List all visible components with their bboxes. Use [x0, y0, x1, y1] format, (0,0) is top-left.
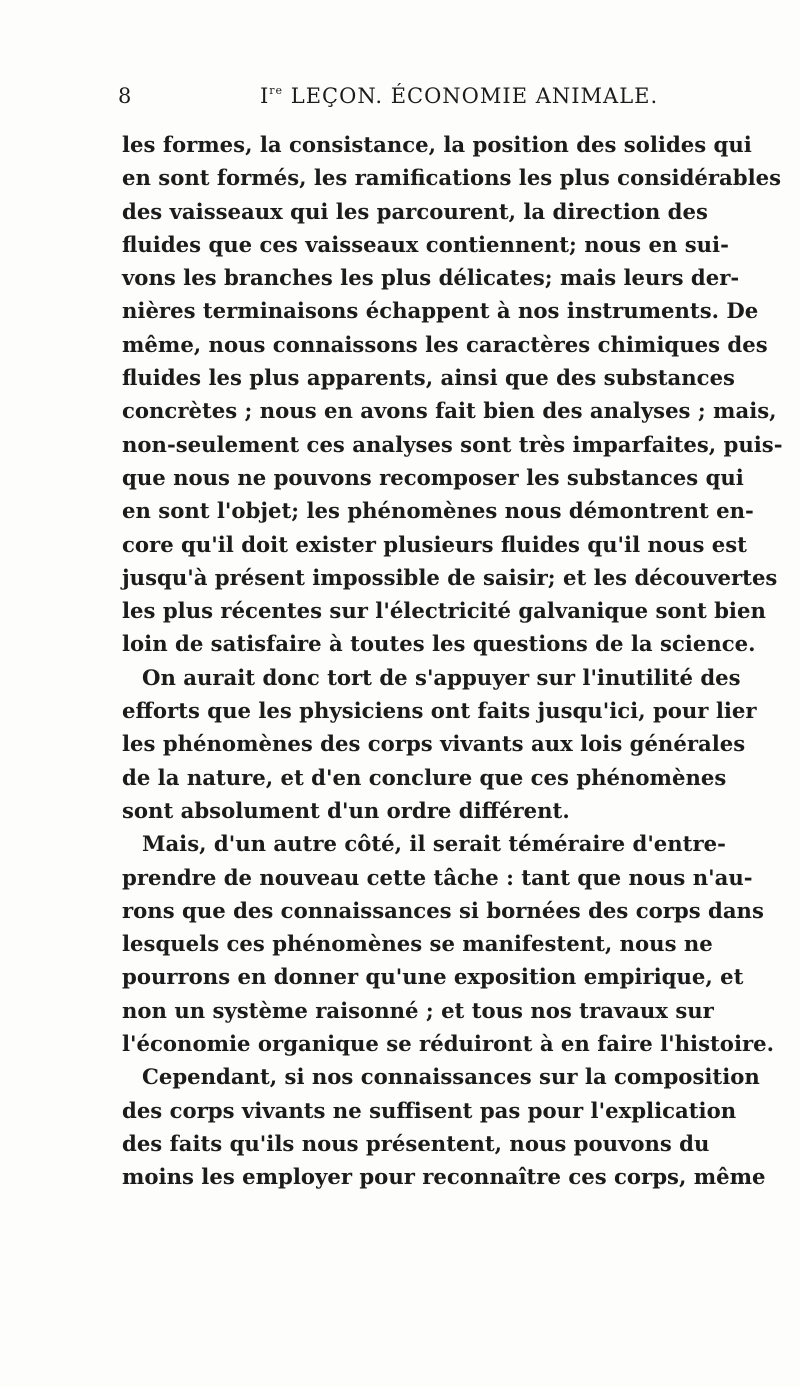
text-line: en sont l'objet; les phénomènes nous démontrent en-: [122, 498, 754, 524]
text-line: concrètes ; nous en avons fait bien des analyses ; mais,: [122, 398, 777, 424]
body-text: [122, 128, 783, 1194]
text-line: moins les employer pour reconnaître ces corps, même: [122, 1164, 766, 1190]
text-line: loin de satisfaire à toutes les questions de la science.: [122, 631, 756, 657]
text-line: non un système raisonné ; et tous nos travaux sur: [122, 997, 714, 1023]
text-line: en sont formés, les ramifications les plus considérables: [122, 165, 782, 191]
running-title-text: LEÇON. ÉCONOMIE ANIMALE.: [283, 84, 659, 108]
text-line: de la nature, et d'en conclure que ces phénomènes: [122, 764, 727, 790]
page-number: 8: [118, 84, 133, 108]
text-line: lesquels ces phénomènes se manifestent, nous ne: [122, 931, 713, 957]
running-head: [118, 84, 698, 118]
text-line: core qu'il doit exister plusieurs fluides qu'il nous est: [122, 531, 747, 557]
text-line: Mais, d'un autre côté, il serait téméraire d'entre-: [142, 831, 726, 857]
text-line: vons les branches les plus délicates; mais leurs der-: [122, 265, 740, 291]
text-line: efforts que les physiciens ont faits jusqu'ici, pour lier: [122, 698, 757, 724]
text-line: des faits qu'ils nous présentent, nous pouvons du: [122, 1130, 710, 1156]
text-line: l'économie organique se réduiront à en faire l'histoire.: [122, 1031, 775, 1057]
running-title: [260, 84, 658, 108]
text-line: nières terminaisons échappent à nos instruments. De: [122, 298, 759, 324]
text-line: On aurait donc tort de s'appuyer sur l'inutilité des: [142, 664, 741, 690]
text-line: pourrons en donner qu'une exposition empirique, et: [122, 964, 744, 990]
text-line: des vaisseaux qui les parcourent, la direction des: [122, 198, 708, 224]
text-line: fluides que ces vaisseaux contiennent; nous en sui-: [122, 231, 729, 257]
text-line: sont absolument d'un ordre différent.: [122, 797, 570, 823]
lecon-superscript: re: [269, 84, 284, 97]
text-line: même, nous connaissons les caractères chimiques des: [122, 331, 768, 357]
text-line: les formes, la consistance, la position des solides qui: [122, 132, 752, 157]
text-line: que nous ne pouvons recomposer les substances qui: [122, 464, 744, 490]
text-line: les phénomènes des corps vivants aux lois générales: [122, 731, 746, 757]
text-line: prendre de nouveau cette tâche : tant que nous n'au-: [122, 864, 753, 890]
text-line: fluides les plus apparents, ainsi que des substances: [122, 365, 735, 391]
lecon-numeral: I: [260, 84, 270, 108]
text-line: Cependant, si nos connaissances sur la composition: [142, 1064, 760, 1090]
text-line: rons que des connaissances si bornées des corps dans: [122, 897, 764, 923]
text-line: non-seulement ces analyses sont très imparfaites, puis-: [122, 431, 783, 457]
text-line: des corps vivants ne suffisent pas pour l'explication: [122, 1097, 737, 1123]
text-line: jusqu'à présent impossible de saisir; et les découvertes: [122, 564, 778, 590]
text-line: les plus récentes sur l'électricité galvanique sont bien: [122, 598, 766, 624]
